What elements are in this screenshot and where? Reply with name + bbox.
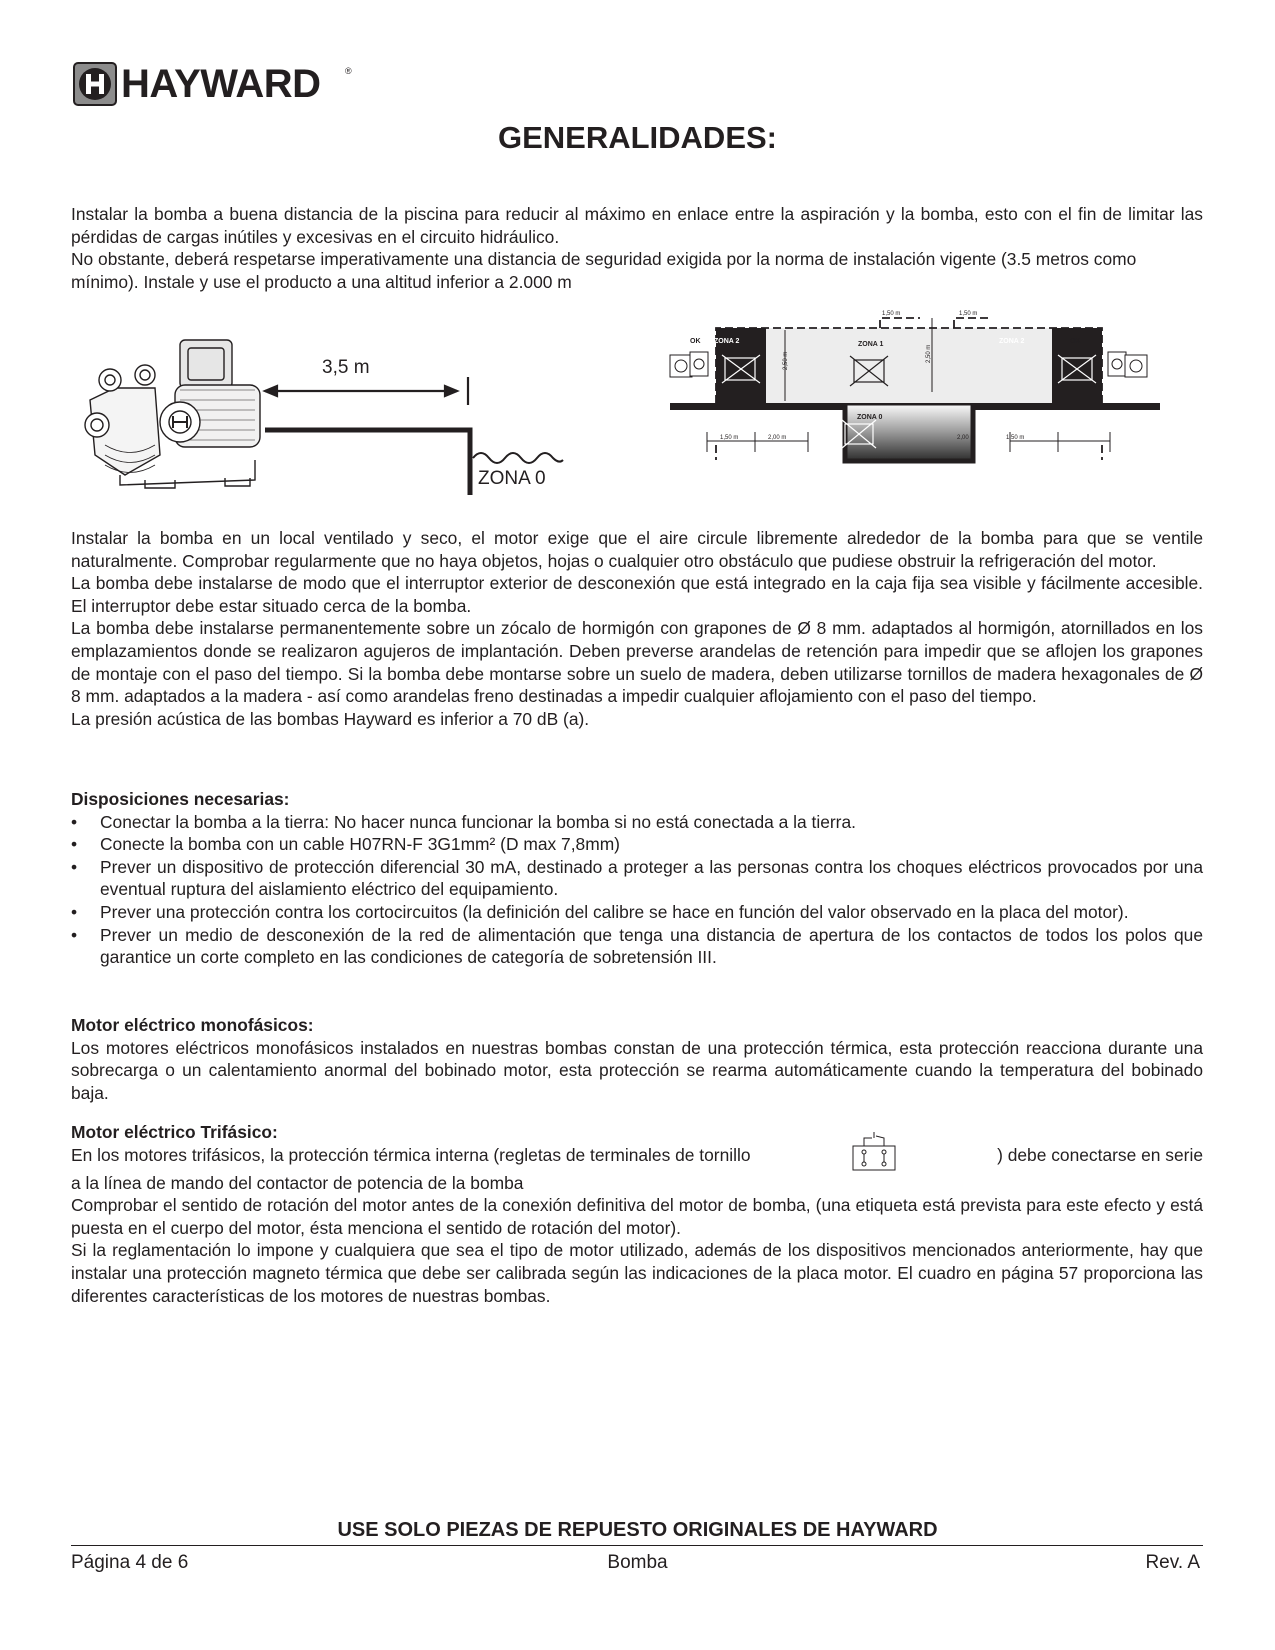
footer-revision: Rev. A [1145,1552,1200,1573]
list-item: • Prever un dispositivo de protección diferencial 30 mA, destinado a proteger a las personas contra los choques eléctricos provocados por una eventual ruptura del aislamiento eléctrico del equipamiento. [71,856,1203,901]
install-paragraph-4: La presión acústica de las bombas Hayward es inferior a 70 dB (a). [71,708,590,729]
disposiciones-section [71,788,1203,969]
dim-bottom-2: 2,00 m [768,435,787,441]
hayward-h-icon [73,62,117,106]
intro-paragraph-2: No obstante, deberá respetarse imperativamente una distancia de seguridad exigida por la norma de instalación vigente (3.5 metros como mínimo). Instale y use el producto a una altitud inferior a 2.000 m [71,249,1137,292]
distance-label: 3,5 m [322,357,370,378]
monofasico-text: Los motores eléctricos monofásicos instalados en nuestras bombas constan de una protección térmica, esta protección reacciona durante una sobrecarga o un calentamiento anormal del bobinado motor, esta protección se rearma automáticamente cuando la temperatura del bobinado baja. [71,1037,1203,1103]
footer-notice: USE SOLO PIEZAS DE REPUESTO ORIGINALES DE HAYWARD [337,1519,938,1541]
dim-top-2: 1,50 m [959,311,978,317]
trifasico-section [71,1121,1203,1307]
list-item: • Prever una protección contra los cortocircuitos (la definición del calibre se hace en función del valor observado en la placa del motor). [71,901,1203,924]
ok-left-label: OK [690,338,701,345]
intro-section [71,203,1203,293]
pump-ok-left [670,352,708,377]
zona0-label: ZONA 0 [857,414,883,421]
brand-name: HAYWARD [121,62,321,106]
pump-distance-figure [85,330,605,515]
pump-illustration [85,340,260,488]
registered-mark: ® [345,66,352,76]
zona2-right-label: ZONA 2 [999,338,1025,345]
trifasico-paragraph-2: Comprobar el sentido de rotación del motor antes de la conexión definitiva del motor de bomba, (una etiqueta está prevista para este efecto y está puesta en el cuerpo del motor, ésta menciona el sentido de rotación del motor). [71,1195,1203,1238]
zona2-left-label: ZONA 2 [714,338,740,345]
dim-height-2: 2,50 m [926,344,932,363]
trifasico-text-after: ) debe conectarse en serie [997,1144,1203,1165]
disposiciones-heading: Disposiciones necesarias: [71,789,290,809]
pool-basin [845,403,976,461]
install-paragraph-3: La bomba debe instalarse permanentemente sobre un zócalo de hormigón con grapones de Ø 8 mm. adaptados al hormigón, atornillados en los emplazamientos donde se realizaron agujeros de implantación. Deben preverse arandelas de retención para impedir que se aflojen los grapones de montaje con el paso del tiempo. Si la bomba debe montarse sobre un suelo de madera, deben utilizarse tornillos de madera hexagonales de Ø 8 mm. adaptados a la madera - así como arandelas freno destinadas a impedir cualquier aflojamiento con el paso del tiempo. [71,618,1203,707]
install-paragraph-1: Instalar la bomba en un local ventilado y seco, el motor exige que el aire circule libremente alrededor de la bomba para que se ventile naturalmente. Comprobar regularmente que no haya objetos, hojas o cualquier otro obstáculo que pudiese obstruir la refrigeración del motor. [71,528,1203,571]
disposiciones-list [71,811,1203,969]
safety-zones-diagram [670,311,1160,490]
monofasico-section [71,1014,1203,1104]
page-title: GENERALIDADES: [497,120,777,155]
dim-bottom-1: 1,50 m [720,435,739,441]
footer-divider [71,1545,1203,1546]
monofasico-heading: Motor eléctrico monofásicos: [71,1015,314,1035]
install-paragraph-2: La bomba debe instalarse de modo que el interruptor exterior de desconexión que está integrado en la caja fija sea visible y fácilmente accesible. El interruptor debe estar situado cerca de la bomba. [71,573,1203,616]
list-item: • Conectar la bomba a la tierra: No hacer nunca funcionar la bomba si no está conectada a la tierra. [71,811,1203,834]
ok-right-label: OK [1070,338,1081,345]
list-item: • Conecte la bomba con un cable H07RN-F 3G1mm² (D max 7,8mm) [71,833,1203,856]
footer-document-name: Bomba [607,1552,668,1573]
dim-height-1: 2,50 m [783,351,789,370]
trifasico-text-before: En los motores trifásicos, la protección térmica interna (regletas de terminales de tornillo [71,1144,751,1165]
distance-arrow [265,377,468,405]
trifasico-paragraph-3: Si la reglamentación lo impone y cualquiera que sea el tipo de motor utilizado, además de los dispositivos mencionados anteriormente, hay que instalar una protección magneto térmica que debe ser calibrada según las indicaciones de la placa motor. El cuadro en página 57 proporciona las diferentes características de los motores de nuestras bombas. [71,1240,1203,1306]
hayward-logo [73,62,363,107]
footer-page-number: Página 4 de 6 [71,1552,189,1573]
dim-top-1: 1,50 m [882,311,901,317]
pump-ok-right [1108,352,1147,377]
terminal-strip-icon [852,1130,896,1172]
zone0-label: ZONA 0 [478,468,546,489]
list-item: • Prever un medio de desconexión de la red de alimentación que tenga una distancia de apertura de los contactos de todos los polos que garantice un corte completo en las condiciones de categoría de sobretensión III. [71,924,1203,969]
dim-bottom-4: 1,50 m [1006,435,1025,441]
install-section [71,527,1203,730]
zona1-label: ZONA 1 [858,341,884,348]
intro-paragraph-1: Instalar la bomba a buena distancia de la piscina para reducir al máximo en enlace entre la aspiración y la bomba, esto con el fin de limitar las pérdidas de cargas inútiles y excesivas en el circuito hidráulico. [71,204,1203,247]
trifasico-heading: Motor eléctrico Trifásico: [71,1122,278,1142]
trifasico-text-line2: a la línea de mando del contactor de potencia de la bomba [71,1172,524,1193]
dim-bottom-3: 2,00 m [957,435,976,441]
